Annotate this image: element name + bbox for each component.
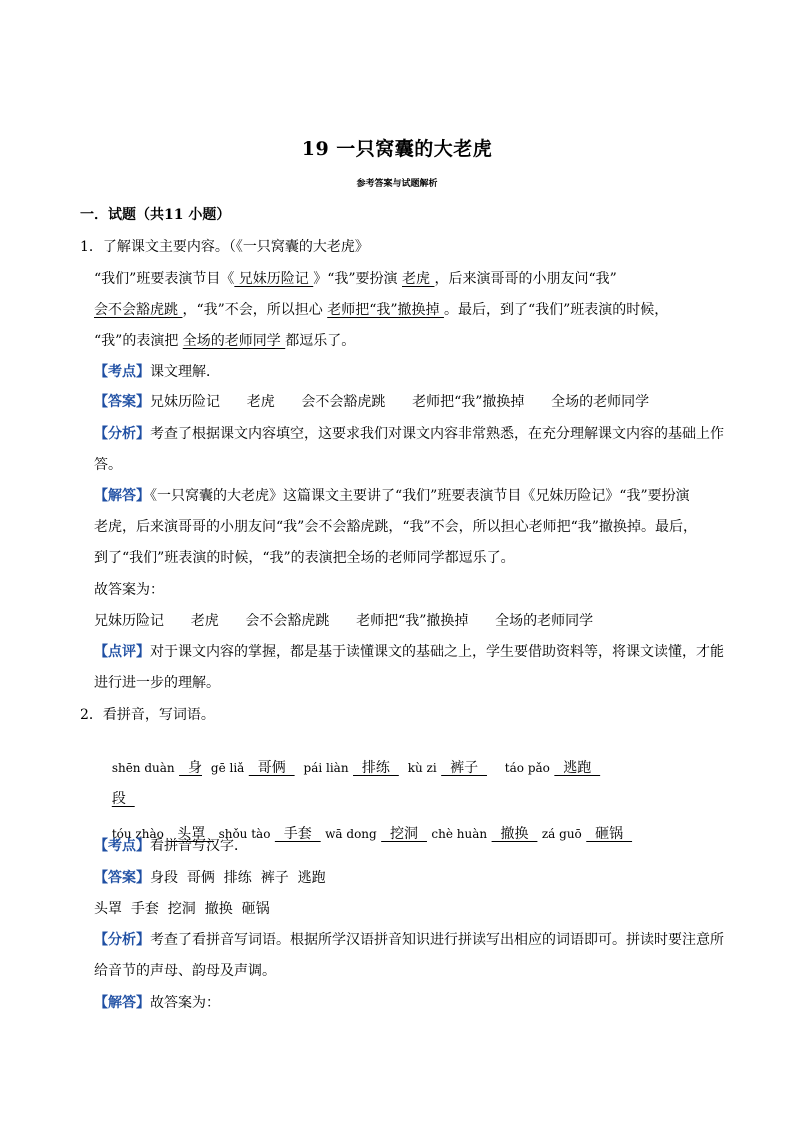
q1-text: “我”的表演把	[94, 333, 183, 349]
kaodian-tag: 【考点】	[94, 838, 150, 854]
q1-blank-2: 老虎	[402, 271, 435, 287]
pinyin: shǒu tào	[218, 827, 271, 841]
answer-tag: 【答案】	[94, 870, 150, 886]
q1-fill-line-3	[94, 331, 355, 351]
q1-answer	[94, 392, 649, 412]
comment-tag: 【点评】	[94, 644, 150, 660]
word-answer: 段	[111, 791, 135, 807]
analysis-tag: 【分析】	[94, 426, 150, 442]
analysis-text: 考查了看拼音写词语。根据所学汉语拼音知识进行拼读写出相应的词语即可。拼读时要注意所	[150, 932, 724, 948]
solution-tag: 【解答】	[94, 995, 150, 1011]
q1-text: 》“我”要扮演	[313, 271, 402, 287]
q1-analysis	[94, 424, 724, 444]
analysis-text: 考查了根据课文内容填空，这要求我们对课文内容非常熟悉，在充分理解课文内容的基础上作	[150, 426, 724, 442]
pinyin: tóu zhào	[111, 827, 164, 841]
q1-text: 都逗乐了。	[285, 333, 356, 349]
page-subtitle: 参考答案与试题解析	[356, 179, 438, 189]
pinyin: chè huàn	[431, 827, 488, 841]
q1-blank-1: 兄妹历险记	[234, 271, 314, 287]
q2-answer-line-2: 头罩 手套 挖洞 撤换 砸锅	[94, 901, 270, 917]
pinyin: shēn duàn	[111, 761, 175, 775]
solution-text: 故答案为：	[150, 995, 220, 1011]
solution-tag: 【解答】	[94, 488, 150, 504]
comment-text: 对于课文内容的掌握，都是基于读懂课文的基础之上，学生要借助资料等，将课文读懂，才能	[150, 644, 724, 660]
q1-blank-5: 全场的老师同学	[182, 333, 286, 349]
word-answer: 身	[179, 760, 202, 776]
q1-comment	[94, 642, 724, 662]
word-answer: 砸锅	[586, 826, 633, 842]
pinyin: zá guō	[541, 827, 582, 841]
q1-so-answer: 故答案为：	[94, 582, 164, 598]
q1-solution-line-3: 到了“我们”班表演的时候，“我”的表演把全场的老师同学都逗乐了。	[94, 550, 515, 566]
solution-text: 《一只窝囊的大老虎》这篇课文主要讲了“我们”班要表演节目《兄妹历险记》“我”要扮演	[150, 488, 690, 504]
q1-solution	[94, 486, 690, 506]
q1-final-answer: 兄妹历险记 老虎 会不会豁虎跳 老师把“我”撤换掉 全场的老师同学	[94, 613, 594, 629]
q2-answer	[94, 868, 326, 888]
word-answer: 哥俩	[248, 760, 295, 776]
q1-fill-line-1	[94, 269, 617, 289]
q2-analysis-cont: 给音节的声母、韵母及声调。	[94, 963, 276, 979]
q2-analysis	[94, 930, 724, 950]
word-answer: 裤子	[441, 760, 487, 776]
word-answer: 逃跑	[554, 760, 601, 776]
q1-stem: 1．了解课文主要内容。（《一只窝囊的大老虎》	[80, 239, 369, 255]
word-answer: 手套	[274, 826, 321, 842]
answer-tag: 【答案】	[94, 394, 150, 410]
word-answer: 头罩	[168, 826, 215, 842]
q1-text: “我们”班要表演节目《	[94, 271, 235, 287]
kaodian-text: 课文理解．	[150, 364, 220, 380]
word-answer: 撤换	[491, 826, 538, 842]
q1-analysis-cont: 答。	[94, 457, 122, 473]
q1-text: ，“我”不会，所以担心	[182, 302, 328, 318]
answer-text: 兄妹历险记 老虎 会不会豁虎跳 老师把“我”撤换掉 全场的老师同学	[150, 394, 650, 410]
word-answer: 排练	[353, 760, 399, 776]
kaodian-text: 看拼音写汉字．	[150, 838, 248, 854]
kaodian-tag: 【考点】	[94, 364, 150, 380]
pinyin: táo pǎo	[504, 761, 550, 775]
q1-text: ，后来演哥哥的小朋友问“我”	[434, 271, 617, 287]
q2-pinyin-row-1	[94, 738, 600, 798]
q2-solution	[94, 993, 220, 1013]
pinyin: wā dong	[325, 827, 377, 841]
q1-fill-line-2	[94, 300, 668, 320]
page-title: 19 一只窝囊的大老虎	[301, 138, 493, 160]
q1-comment-cont: 进行进一步的理解。	[94, 675, 220, 691]
answer-text: 身段 哥俩 排练 裤子 逃跑	[150, 870, 326, 886]
q1-blank-3: 会不会豁虎跳	[94, 302, 183, 318]
q1-kaodian	[94, 362, 220, 382]
q2-stem: 2．看拼音，写词语。	[80, 707, 215, 723]
analysis-tag: 【分析】	[94, 932, 150, 948]
word-answer: 挖洞	[381, 826, 427, 842]
section-heading: 一．试题（共11 小题）	[80, 207, 231, 223]
pinyin: pái liàn	[303, 761, 349, 775]
pinyin: kù zi	[407, 761, 437, 775]
q1-blank-4: 老师把“我”撤换掉	[327, 302, 444, 318]
q1-text: 。最后，到了“我们”班表演的时候，	[443, 302, 669, 318]
q1-solution-line-2: 老虎，后来演哥哥的小朋友问“我”会不会豁虎跳，“我”不会，所以担心老师把“我”撤换掉。最后，	[94, 519, 697, 535]
q2-kaodian	[94, 836, 248, 856]
pinyin: gē liǎ	[210, 761, 245, 775]
